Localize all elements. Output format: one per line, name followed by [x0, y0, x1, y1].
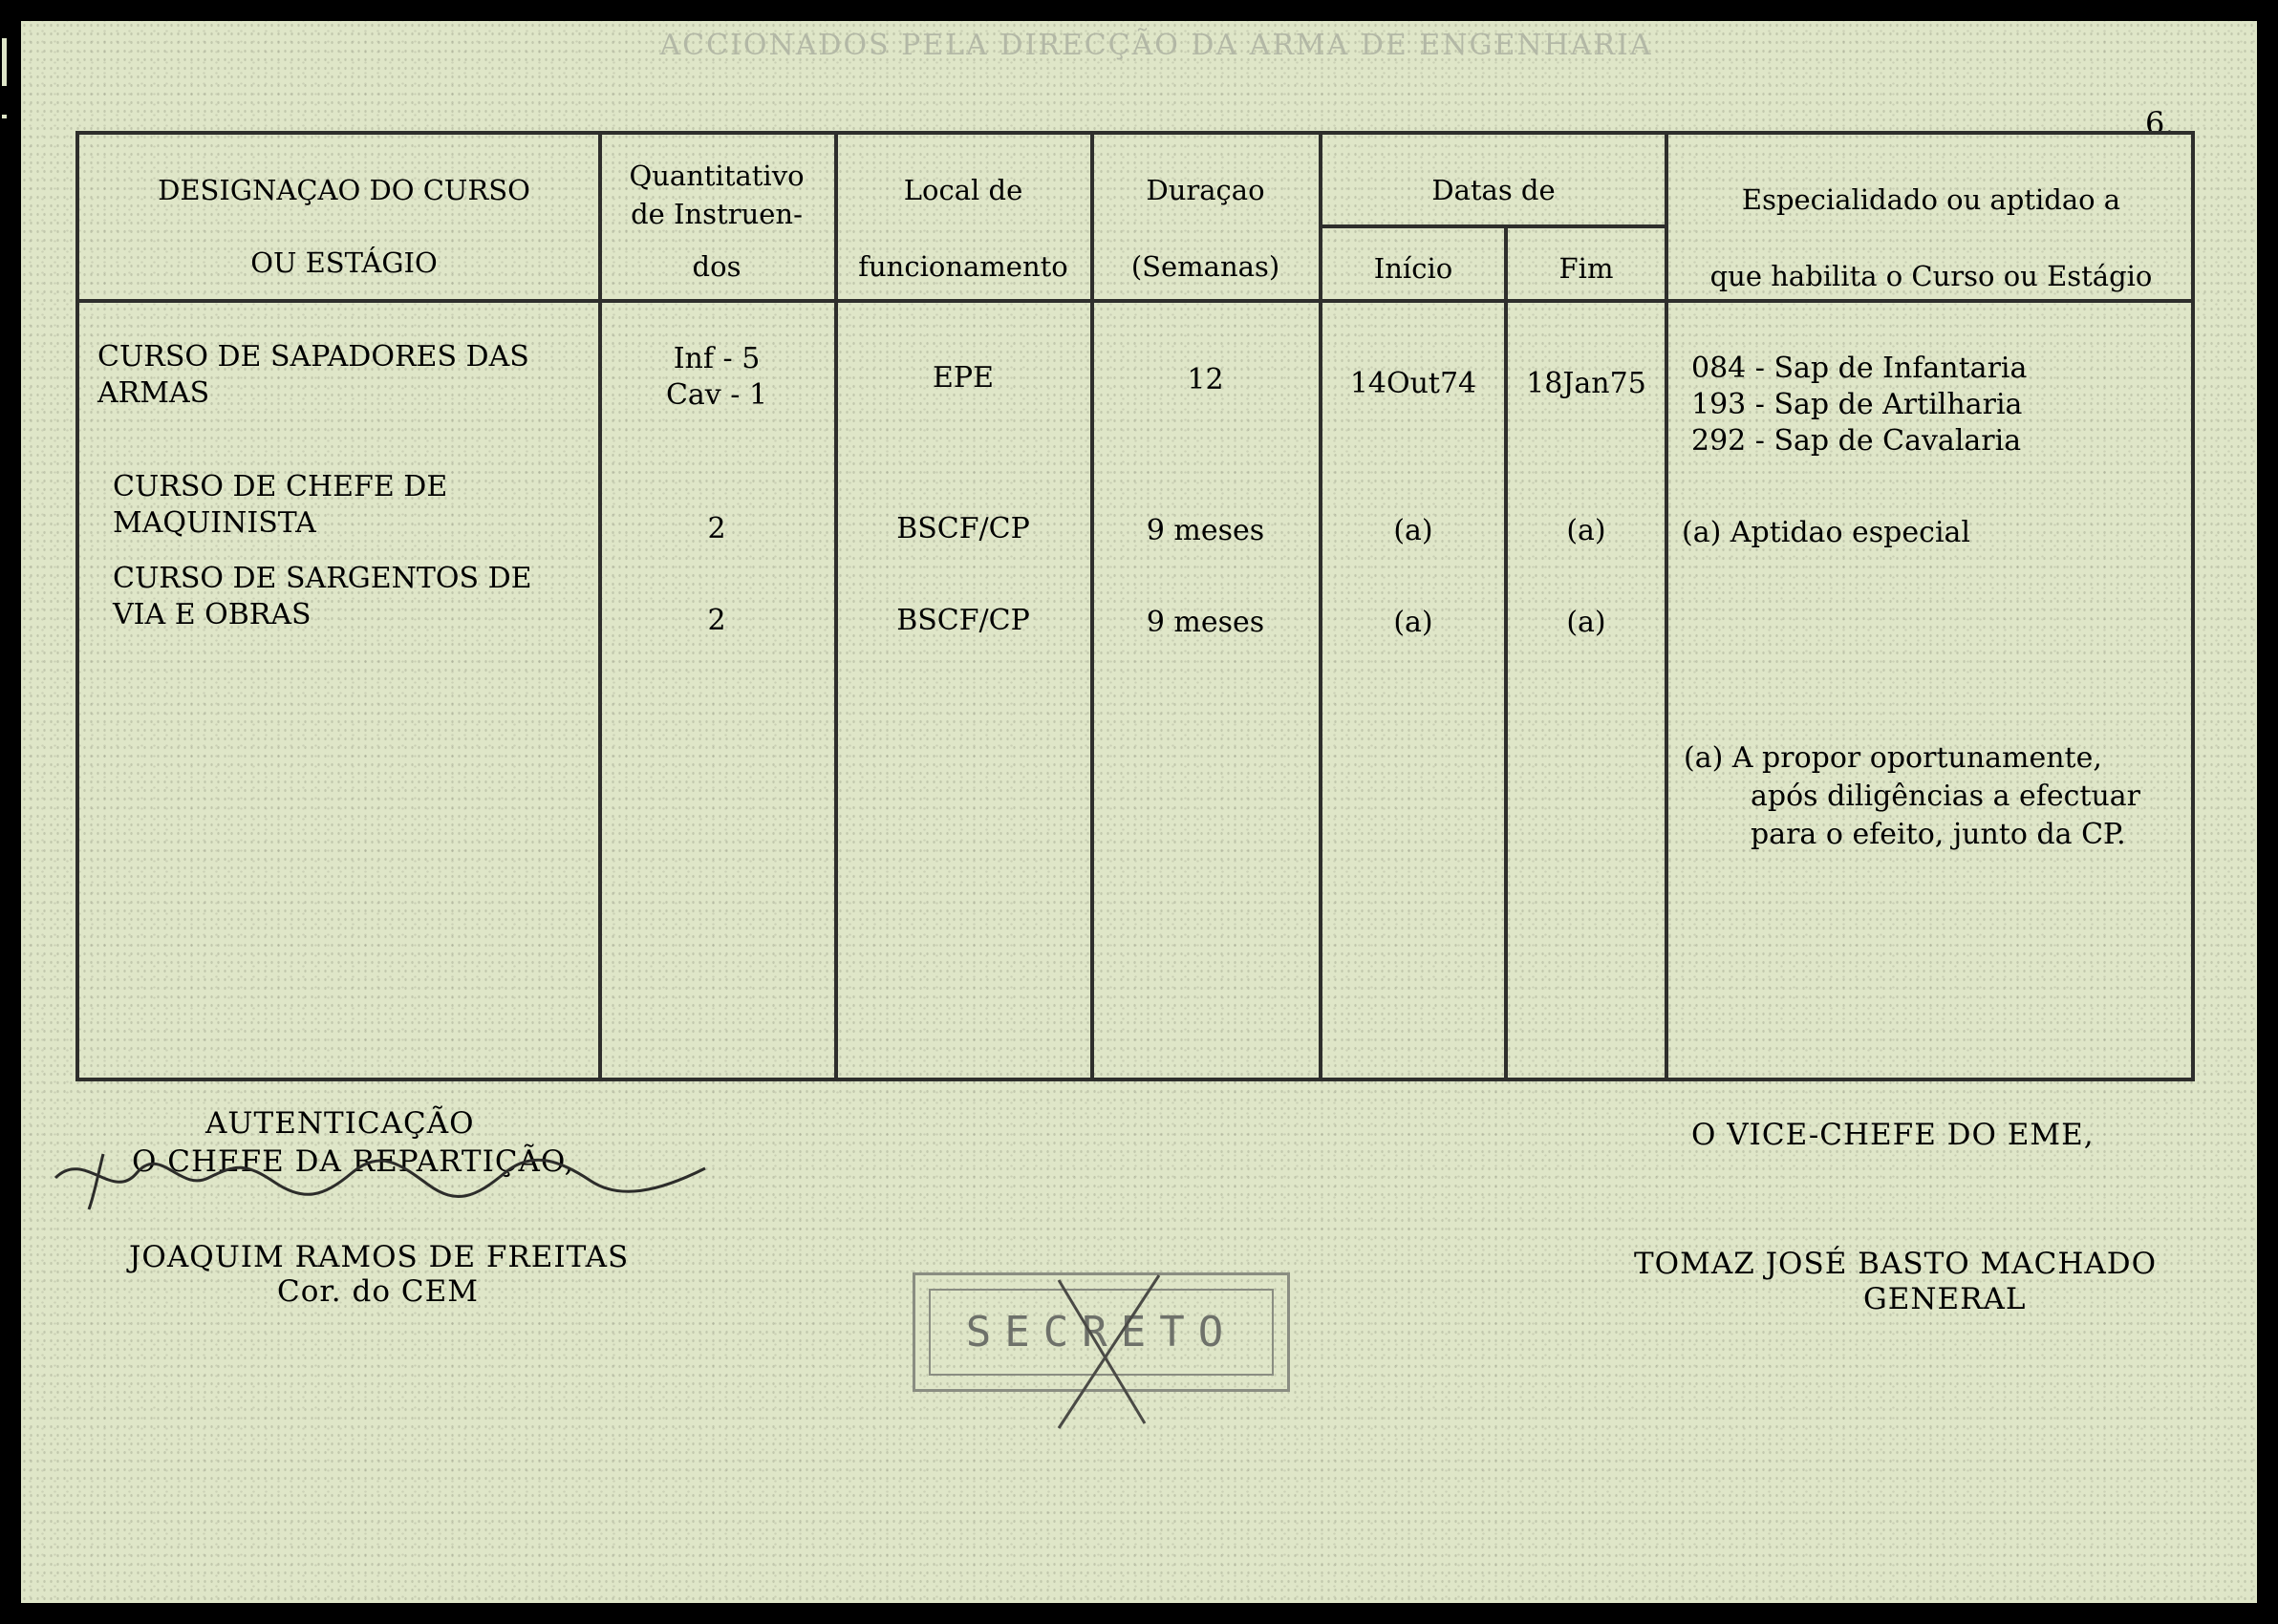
row1-designacao-2: ARMAS	[97, 376, 210, 410]
row2-quant: 2	[707, 512, 726, 545]
row2-inicio: (a)	[1393, 514, 1433, 547]
footnote-line-3: para o efeito, junto da CP.	[1751, 818, 2126, 851]
header-quant-2: de Instruen-	[631, 198, 803, 230]
page-number: 6.	[2145, 105, 2175, 141]
row1-fim: 18Jan75	[1526, 367, 1646, 400]
row3-local: BSCF/CP	[896, 604, 1030, 637]
header-duracao-1: Duraçao	[1146, 174, 1265, 206]
footnote-line-1: (a) A propor oportunamente,	[1684, 741, 2102, 775]
vice-chefe-label: O VICE-CHEFE DO EME,	[1691, 1118, 2095, 1152]
row1-inicio: 14Out74	[1349, 367, 1477, 400]
row2-fim: (a)	[1566, 514, 1606, 547]
row3-inicio: (a)	[1393, 606, 1433, 639]
handwritten-signature	[46, 1144, 715, 1211]
faded-header-text: ACCIONADOS PELA DIRECÇÃO DA ARMA DE ENGENHARIA	[659, 29, 1653, 62]
binding-mark	[0, 19, 10, 172]
row2-designacao-2: MAQUINISTA	[113, 506, 316, 540]
row1-designacao-1: CURSO DE SAPADORES DAS	[97, 340, 529, 374]
header-local-2: funcionamento	[858, 250, 1068, 283]
left-signer-name: JOAQUIM RAMOS DE FREITAS	[129, 1240, 630, 1274]
header-quant-1: Quantitativo	[629, 160, 805, 192]
datas-divider	[1319, 224, 1666, 228]
left-signer-rank: Cor. do CEM	[277, 1274, 479, 1309]
row1-especialidade-1: 084 - Sap de Infantaria	[1691, 352, 2028, 385]
header-duracao-2: (Semanas)	[1130, 250, 1280, 283]
header-inicio: Início	[1373, 252, 1453, 285]
row2-local: BSCF/CP	[896, 512, 1030, 545]
row3-fim: (a)	[1566, 606, 1606, 639]
row1-especialidade-2: 193 - Sap de Artilharia	[1691, 388, 2023, 421]
row1-quant-1: Inf - 5	[673, 342, 761, 375]
header-datas: Datas de	[1431, 174, 1556, 206]
footnote-line-2: após diligências a efectuar	[1751, 780, 2141, 813]
row3-duracao: 9 meses	[1146, 606, 1265, 639]
chefe-reparticao-label: O CHEFE DA REPARTIÇÃO,	[132, 1144, 575, 1179]
header-designacao-2: OU ESTÁGIO	[250, 246, 438, 279]
row1-quant-2: Cav - 1	[665, 378, 768, 412]
right-signer-name: TOMAZ JOSÉ BASTO MACHADO	[1634, 1247, 2158, 1281]
header-quant-3: dos	[692, 250, 741, 283]
header-local-1: Local de	[903, 174, 1023, 206]
row2-duracao: 9 meses	[1146, 514, 1265, 547]
row3-quant: 2	[707, 604, 726, 637]
stamp-text: SECRETO	[929, 1289, 1274, 1376]
row2-especialidade: (a) Aptidao especial	[1682, 516, 1971, 549]
row1-local: EPE	[933, 361, 994, 395]
row3-designacao-2: VIA E OBRAS	[113, 598, 312, 631]
stamp-cross-mark	[915, 1256, 1293, 1447]
autenticacao-label: AUTENTICAÇÃO	[205, 1106, 475, 1141]
header-fim: Fim	[1558, 252, 1614, 285]
row1-especialidade-3: 292 - Sap de Cavalaria	[1691, 424, 2022, 458]
row1-duracao: 12	[1187, 363, 1224, 396]
header-designacao-1: DESIGNAÇAO DO CURSO	[158, 174, 530, 206]
row2-designacao-1: CURSO DE CHEFE DE	[113, 470, 448, 503]
right-signer-rank: GENERAL	[1863, 1282, 2027, 1316]
secret-stamp	[913, 1272, 1290, 1392]
header-especialidade-2: que habilita o Curso ou Estágio	[1709, 260, 2153, 292]
col-divider	[1504, 224, 1508, 1081]
row3-designacao-1: CURSO DE SARGENTOS DE	[113, 562, 532, 595]
header-especialidade-1: Especialidado ou aptidao a	[1741, 183, 2121, 216]
